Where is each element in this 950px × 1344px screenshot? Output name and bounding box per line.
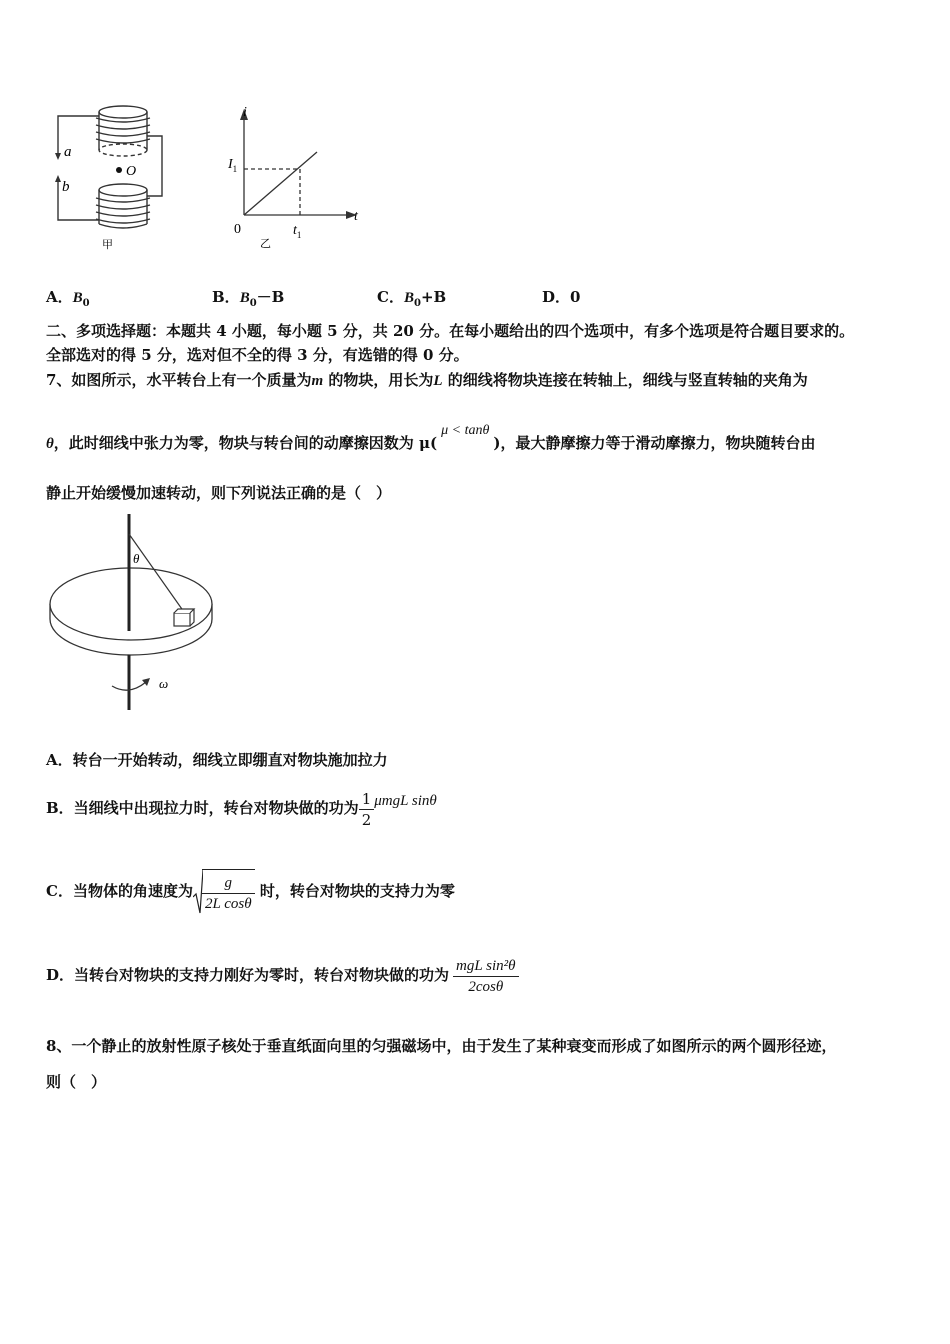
i1-label: $I_1$ xyxy=(228,157,238,174)
origin-label: 0 xyxy=(234,222,241,237)
section2-line2: 全部选对的得 5 分，选对但不全的得 3 分，有选错的得 0 分。 xyxy=(46,346,469,364)
t1-label: $t_1$ xyxy=(293,223,302,240)
theta-label: θ xyxy=(133,551,140,566)
q7-option-c: C．当物体的角速度为 $\frac{g}{\text{2L cosθ}}$ 时，转台对物块的支持力为零 xyxy=(46,868,455,916)
q6-option-b: B．$B_0-B$ xyxy=(212,288,285,309)
arrow-b-icon xyxy=(55,175,61,182)
q7-option-d: D．当转台对物块的支持力刚好为零时，转台对物块做的功为 $\frac{\text{mgL sin²θ}}{2\cos\theta}$ xyxy=(46,950,519,1000)
label-a: a xyxy=(64,144,72,160)
figure-turntable xyxy=(44,512,224,717)
omega-label: ω xyxy=(159,676,169,691)
axis-label-i: i xyxy=(243,105,247,120)
q6-option-d: D．0 xyxy=(542,288,581,306)
figure-jia xyxy=(44,98,174,253)
q7-line3: 静止开始缓慢加速转动，则下列说法正确的是（ ） xyxy=(46,484,392,502)
figure-yi xyxy=(222,100,372,250)
caption-jia: 甲 xyxy=(102,239,113,251)
caption-yi: 乙 xyxy=(260,238,271,250)
upper-coil xyxy=(96,106,150,156)
section2-line1: 二、多项选择题：本题共 4 小题，每小题 5 分，共 20 分。在每小题给出的四个选项中，有多个选项是符合题目要求的。 xyxy=(46,322,855,340)
q7-line2: θ，此时细线中张力为零，物块与转台间的动摩擦因数为 μ(μ < tanθ)，最大静摩擦力等于滑动摩擦力，物块随转台由 xyxy=(46,423,816,452)
q7-option-b: B．当细线中出现拉力时，转台对物块做的功为 $\frac{1}{2}$ μmgL sinθ xyxy=(46,789,437,829)
arrow-a-icon xyxy=(55,153,61,160)
label-b: b xyxy=(62,179,70,195)
q7-line1: 7、如图所示，水平转台上有一个质量为m 的物块，用长为L 的细线将物块连接在转轴上，细线与竖直转轴的夹角为 xyxy=(46,371,808,389)
q8-line1: 8、一个静止的放射性原子核处于垂直纸面向里的匀强磁场中，由于发生了某种衰变而形成了如图所示的两个圆形径迹， xyxy=(46,1037,837,1055)
current-line xyxy=(244,152,317,215)
q8-line2: 则（ ） xyxy=(46,1073,107,1091)
axis-label-t: t xyxy=(354,209,358,224)
q7-option-a: A．转台一开始转动，细线立即绷直对物块施加拉力 xyxy=(46,751,388,769)
q6-option-c: C．$B_0+B$ xyxy=(377,288,447,309)
label-o: O xyxy=(126,164,137,179)
point-o xyxy=(116,167,122,173)
q6-option-a: A．$B_0$ xyxy=(46,288,90,309)
lower-coil xyxy=(96,184,150,228)
